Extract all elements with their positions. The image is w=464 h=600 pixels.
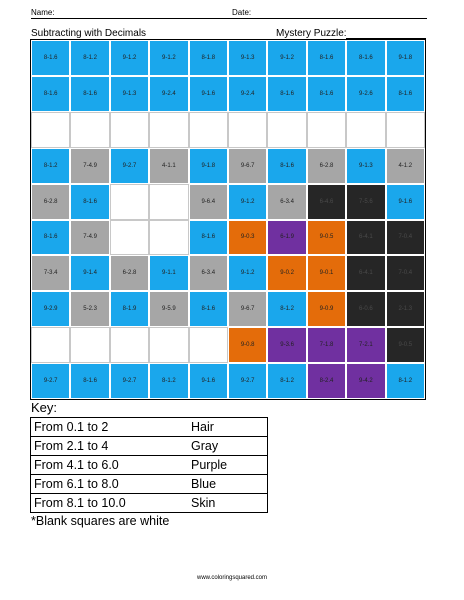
key-range: From 6.1 to 8.0	[31, 475, 192, 494]
grid-cell[interactable]: 8-1.2	[267, 291, 306, 327]
grid-cell[interactable]: 6-3.4	[267, 184, 306, 220]
name-label: Name:	[31, 8, 55, 17]
key-row	[31, 456, 268, 475]
grid-cell[interactable]: 8-1.6	[189, 291, 228, 327]
grid-cell[interactable]: 9-0.2	[267, 255, 306, 291]
grid-cell[interactable]: 7-0.4	[386, 255, 425, 291]
grid-cell[interactable]: 9-1.3	[228, 40, 267, 76]
grid-cell[interactable]: 7-0.4	[386, 220, 425, 256]
grid-cell[interactable]: 7-4.9	[70, 220, 109, 256]
grid-cell[interactable]: 8-1.6	[386, 76, 425, 112]
grid-cell[interactable]	[307, 112, 346, 148]
grid-cell[interactable]: 9-1.8	[189, 148, 228, 184]
key-color: Skin	[191, 494, 268, 513]
grid-cell[interactable]: 7-2.1	[346, 327, 385, 363]
grid-cell[interactable]: 9-6.7	[228, 148, 267, 184]
grid-cell[interactable]: 9-1.3	[110, 76, 149, 112]
grid-cell[interactable]: 9-2.4	[149, 76, 188, 112]
grid-cell[interactable]: 9-1.2	[267, 40, 306, 76]
grid-cell[interactable]	[110, 220, 149, 256]
key-color: Hair	[191, 418, 268, 437]
grid-cell[interactable]: 8-1.6	[189, 220, 228, 256]
grid-cell[interactable]: 9-2.9	[31, 291, 70, 327]
grid-cell[interactable]: 8-1.2	[149, 363, 188, 399]
grid-cell[interactable]: 8-1.6	[31, 40, 70, 76]
grid-cell[interactable]	[149, 184, 188, 220]
grid-cell[interactable]: 6-2.8	[307, 148, 346, 184]
key-range: From 4.1 to 6.0	[31, 456, 192, 475]
key-row	[31, 418, 268, 437]
grid-cell[interactable]: 9-1.6	[386, 184, 425, 220]
key-row	[31, 437, 268, 456]
grid-cell[interactable]: 8-1.2	[70, 40, 109, 76]
grid-cell[interactable]: 7-3.4	[31, 255, 70, 291]
grid-cell[interactable]: 8-1.6	[31, 220, 70, 256]
grid-cell[interactable]: 4-1.2	[386, 148, 425, 184]
grid-cell[interactable]: 9-5.9	[149, 291, 188, 327]
blank-squares-note: *Blank squares are white	[31, 514, 170, 528]
grid-cell[interactable]: 8-1.2	[31, 148, 70, 184]
grid-cell[interactable]	[149, 112, 188, 148]
key-row	[31, 475, 268, 494]
grid-cell[interactable]: 6-4.6	[307, 184, 346, 220]
grid-cell[interactable]	[228, 112, 267, 148]
grid-cell[interactable]: 8-1.6	[307, 40, 346, 76]
grid-cell[interactable]: 9-1.2	[149, 40, 188, 76]
puzzle-grid	[30, 39, 426, 400]
grid-cell[interactable]: 7-5.6	[346, 184, 385, 220]
grid-cell[interactable]: 9-6.4	[189, 184, 228, 220]
grid-cell[interactable]: 9-0.5	[386, 327, 425, 363]
key-row	[31, 494, 268, 513]
key-range: From 8.1 to 10.0	[31, 494, 192, 513]
grid-cell[interactable]: 9-6.7	[228, 291, 267, 327]
key-color: Purple	[191, 456, 268, 475]
grid-cell[interactable]: 6-4.1	[346, 255, 385, 291]
grid-cell[interactable]: 9-0.1	[307, 255, 346, 291]
grid-cell[interactable]	[189, 112, 228, 148]
grid-cell[interactable]	[70, 112, 109, 148]
grid-cell[interactable]: 9-4.2	[346, 363, 385, 399]
grid-cell[interactable]	[70, 327, 109, 363]
grid-cell[interactable]	[267, 112, 306, 148]
grid-cell[interactable]: 9-2.4	[228, 76, 267, 112]
grid-cell[interactable]: 9-2.7	[228, 363, 267, 399]
grid-cell[interactable]	[149, 220, 188, 256]
grid-cell[interactable]: 9-1.6	[189, 363, 228, 399]
grid-cell[interactable]: 9-1.1	[149, 255, 188, 291]
grid-cell[interactable]: 6-1.9	[267, 220, 306, 256]
grid-cell[interactable]	[149, 327, 188, 363]
grid-cell[interactable]	[346, 112, 385, 148]
grid-cell[interactable]: 4-1.1	[149, 148, 188, 184]
grid-cell[interactable]	[189, 327, 228, 363]
grid-cell[interactable]: 5-2.3	[70, 291, 109, 327]
grid-cell[interactable]: 8-1.6	[346, 40, 385, 76]
grid-cell[interactable]: 9-2.6	[346, 76, 385, 112]
key-title: Key:	[31, 400, 58, 415]
grid-cell[interactable]: 8-1.2	[267, 363, 306, 399]
grid-cell[interactable]: 7-4.9	[70, 148, 109, 184]
grid-cell[interactable]: 8-1.6	[267, 148, 306, 184]
grid-cell[interactable]: 9-0.5	[307, 220, 346, 256]
grid-cell[interactable]: 9-0.8	[228, 327, 267, 363]
grid-cell[interactable]	[31, 327, 70, 363]
grid-cell[interactable]: 9-2.7	[31, 363, 70, 399]
grid-cell[interactable]: 9-1.6	[189, 76, 228, 112]
grid-cell[interactable]: 9-1.3	[346, 148, 385, 184]
grid-cell[interactable]: 2-1.3	[386, 291, 425, 327]
grid-cell[interactable]: 8-1.6	[70, 76, 109, 112]
grid-cell[interactable]: 9-0.3	[228, 220, 267, 256]
grid-cell[interactable]: 9-0.9	[307, 291, 346, 327]
header-divider	[31, 18, 427, 19]
key-color: Blue	[191, 475, 268, 494]
grid-cell[interactable]: 9-2.7	[110, 148, 149, 184]
grid-cell[interactable]: 9-1.4	[70, 255, 109, 291]
grid-cell[interactable]: 9-1.2	[110, 40, 149, 76]
grid-cell[interactable]: 8-1.2	[386, 363, 425, 399]
grid-cell[interactable]: 9-1.2	[228, 184, 267, 220]
grid-cell[interactable]: 6-4.1	[346, 220, 385, 256]
key-range: From 0.1 to 2	[31, 418, 192, 437]
grid-cell[interactable]: 8-1.6	[31, 76, 70, 112]
grid-cell[interactable]: 9-2.7	[110, 363, 149, 399]
grid-cell[interactable]	[31, 112, 70, 148]
grid-cell[interactable]: 8-1.9	[110, 291, 149, 327]
grid-cell[interactable]	[110, 327, 149, 363]
key-color: Gray	[191, 437, 268, 456]
grid-cell[interactable]: 6-0.6	[346, 291, 385, 327]
grid-cell[interactable]: 9-3.6	[267, 327, 306, 363]
footer-site: www.coloringsquared.com	[196, 575, 268, 581]
grid-cell[interactable]: 7-1.8	[307, 327, 346, 363]
grid-cell[interactable]: 8-1.6	[70, 363, 109, 399]
date-label: Date:	[232, 8, 252, 17]
grid-cell[interactable]: 8-1.8	[189, 40, 228, 76]
grid-cell[interactable]	[110, 112, 149, 148]
grid-cell[interactable]: 6-3.4	[189, 255, 228, 291]
grid-cell[interactable]: 8-1.6	[307, 76, 346, 112]
grid-cell[interactable]: 6-2.8	[110, 255, 149, 291]
mystery-puzzle-label: Mystery Puzzle:	[276, 28, 347, 39]
grid-cell[interactable]: 6-2.8	[31, 184, 70, 220]
grid-cell[interactable]: 9-1.8	[386, 40, 425, 76]
grid-cell[interactable]: 8-1.6	[70, 184, 109, 220]
grid-cell[interactable]: 8-1.6	[267, 76, 306, 112]
key-table	[30, 417, 268, 513]
worksheet-title: Subtracting with Decimals	[31, 28, 147, 39]
grid-cell[interactable]: 8-2.4	[307, 363, 346, 399]
grid-cell[interactable]	[110, 184, 149, 220]
grid-cell[interactable]: 9-1.2	[228, 255, 267, 291]
grid-cell[interactable]	[386, 112, 425, 148]
key-range: From 2.1 to 4	[31, 437, 192, 456]
